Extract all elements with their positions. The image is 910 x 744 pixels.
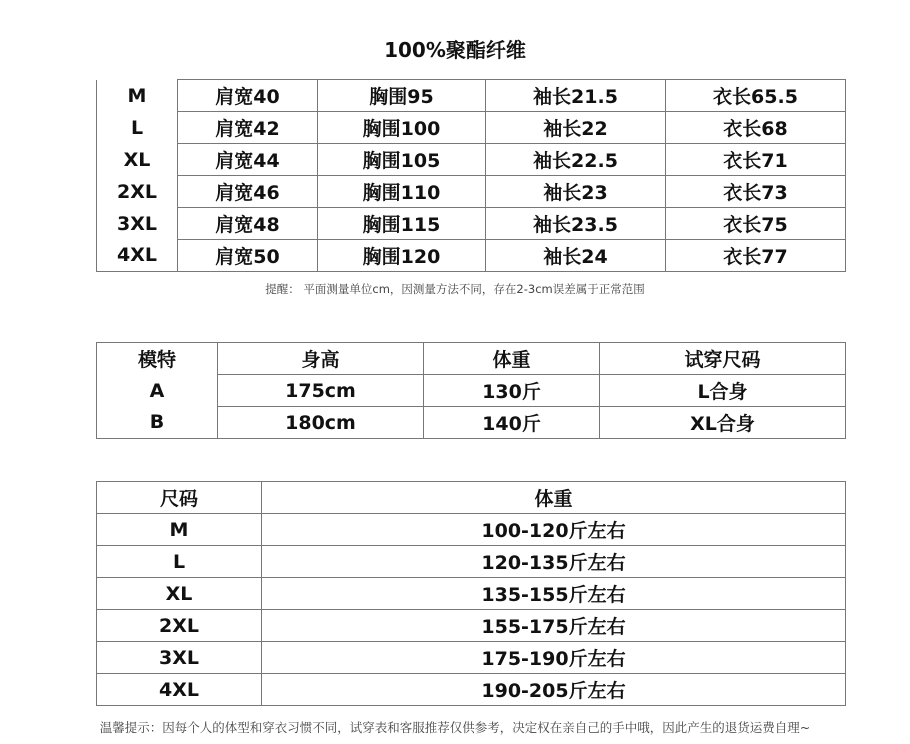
column-header: 模特 [97, 343, 218, 375]
shoulder-cell: 肩宽46 [178, 176, 318, 208]
chest-cell: 胸围100 [318, 112, 486, 144]
model-cell: A [97, 375, 218, 407]
table-row [97, 80, 846, 112]
weight-cell: 100-120斤左右 [262, 514, 846, 546]
size-cell: L [97, 546, 262, 578]
size-cell: 4XL [97, 240, 178, 272]
size-cell: XL [97, 144, 178, 176]
size-cell: 3XL [97, 642, 262, 674]
shoulder-cell: 肩宽42 [178, 112, 318, 144]
table-row [97, 208, 846, 240]
length-cell: 衣长75 [666, 208, 846, 240]
size-cell: 2XL [97, 176, 178, 208]
weight-cell: 140斤 [424, 407, 600, 439]
column-header: 身高 [218, 343, 424, 375]
table-row [97, 144, 846, 176]
weight-cell: 190-205斤左右 [262, 674, 846, 706]
sleeve-cell: 袖长23.5 [486, 208, 666, 240]
model-cell: B [97, 407, 218, 439]
footer-note: 温馨提示：因每个人的体型和穿衣习惯不同，试穿表和客服推荐仅供参考，决定权在亲自己的手中哦，因此产生的退货运费自理~ [99, 720, 811, 735]
sleeve-cell: 袖长21.5 [486, 80, 666, 112]
sleeve-cell: 袖长23 [486, 176, 666, 208]
size-cell: L [97, 112, 178, 144]
weight-cell: 135-155斤左右 [262, 578, 846, 610]
size-cell: 3XL [97, 208, 178, 240]
size-cell: M [97, 514, 262, 546]
size-cell: M [97, 80, 178, 112]
weight-table [96, 481, 846, 706]
column-header: 尺码 [97, 482, 262, 514]
page-title: 100%聚酯纤维 [384, 38, 526, 62]
measure-note: 提醒： 平面测量单位cm，因测量方法不同，存在2-3cm误差属于正常范围 [265, 282, 645, 296]
chest-cell: 胸围120 [318, 240, 486, 272]
fit-cell: L合身 [600, 375, 846, 407]
length-cell: 衣长77 [666, 240, 846, 272]
size-cell: 2XL [97, 610, 262, 642]
weight-cell: 175-190斤左右 [262, 642, 846, 674]
shoulder-cell: 肩宽50 [178, 240, 318, 272]
table-header-row [97, 343, 846, 375]
size-chart-table [96, 79, 846, 272]
chest-cell: 胸围115 [318, 208, 486, 240]
table-row [97, 674, 846, 706]
shoulder-cell: 肩宽48 [178, 208, 318, 240]
table-row [97, 375, 846, 407]
model-table [96, 342, 846, 439]
sleeve-cell: 袖长22.5 [486, 144, 666, 176]
weight-cell: 130斤 [424, 375, 600, 407]
chest-cell: 胸围110 [318, 176, 486, 208]
table-header-row [97, 482, 846, 514]
sleeve-cell: 袖长24 [486, 240, 666, 272]
table-row [97, 176, 846, 208]
length-cell: 衣长73 [666, 176, 846, 208]
table-row [97, 610, 846, 642]
table-row [97, 514, 846, 546]
weight-cell: 120-135斤左右 [262, 546, 846, 578]
chest-cell: 胸围105 [318, 144, 486, 176]
table-row [97, 407, 846, 439]
table-row [97, 578, 846, 610]
column-header: 试穿尺码 [600, 343, 846, 375]
shoulder-cell: 肩宽40 [178, 80, 318, 112]
fit-cell: XL合身 [600, 407, 846, 439]
sleeve-cell: 袖长22 [486, 112, 666, 144]
table-row [97, 112, 846, 144]
chest-cell: 胸围95 [318, 80, 486, 112]
height-cell: 180cm [218, 407, 424, 439]
height-cell: 175cm [218, 375, 424, 407]
length-cell: 衣长65.5 [666, 80, 846, 112]
size-cell: 4XL [97, 674, 262, 706]
column-header: 体重 [424, 343, 600, 375]
shoulder-cell: 肩宽44 [178, 144, 318, 176]
weight-cell: 155-175斤左右 [262, 610, 846, 642]
size-cell: XL [97, 578, 262, 610]
length-cell: 衣长68 [666, 112, 846, 144]
table-row [97, 642, 846, 674]
table-row [97, 240, 846, 272]
column-header: 体重 [262, 482, 846, 514]
table-row [97, 546, 846, 578]
length-cell: 衣长71 [666, 144, 846, 176]
